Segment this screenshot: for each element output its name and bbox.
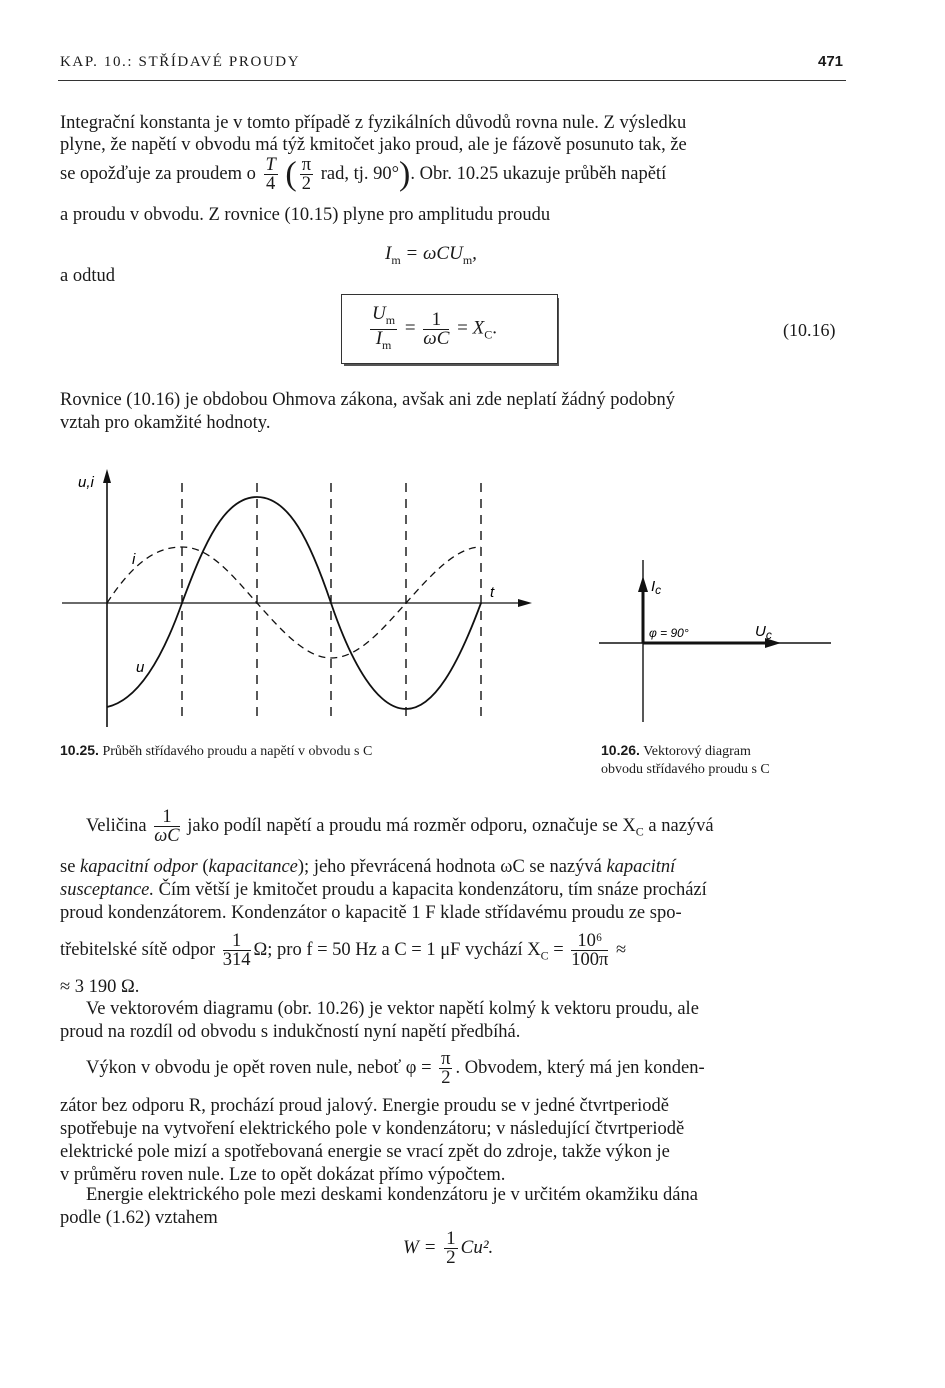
para6-line2: podle (1.62) vztahem bbox=[60, 1208, 218, 1228]
sub: C bbox=[635, 824, 644, 839]
text-segment: a nazývá bbox=[648, 815, 714, 836]
frac-num: π bbox=[301, 155, 312, 175]
text-segment: se bbox=[60, 857, 76, 877]
approx: ≈ bbox=[616, 939, 627, 960]
fraction-t-4 bbox=[264, 156, 278, 193]
para5-line2: zátor bez odporu R, prochází proud jalový. Energie proudu se v jedné čtvrtperiodě bbox=[60, 1096, 669, 1116]
ic: I bbox=[651, 578, 656, 595]
figure-10-25 bbox=[60, 465, 540, 735]
frac-num: π bbox=[441, 1049, 451, 1069]
para5-line4: elektrické pole mizí a spotřebovaná energie se vrací zpět do zdroje, takže výkon je bbox=[60, 1142, 670, 1162]
frac-num: 1 bbox=[423, 311, 449, 330]
i-label: i bbox=[132, 551, 136, 568]
equals: = bbox=[457, 317, 468, 339]
ic-vector-arrow bbox=[638, 576, 648, 592]
frac-den: 314 bbox=[222, 950, 251, 970]
caption-text: Průběh střídavého proudu a napětí v obvodu s C bbox=[102, 744, 373, 759]
equals: = bbox=[553, 939, 564, 960]
equals: = bbox=[404, 317, 416, 339]
equation-im bbox=[385, 243, 477, 268]
caption-number: 10.25. bbox=[60, 742, 99, 758]
equation-number: (10.16) bbox=[783, 320, 836, 340]
uc-sub: c bbox=[765, 628, 772, 642]
fraction-1-314 bbox=[223, 932, 251, 969]
figure-10-26 bbox=[595, 550, 835, 730]
page-number: 471 bbox=[818, 53, 844, 70]
fraction-1-omegac bbox=[423, 308, 450, 349]
uc-label bbox=[755, 623, 772, 642]
para3-line5 bbox=[60, 932, 850, 969]
caption-10-26 bbox=[601, 741, 770, 779]
paren-close: ) bbox=[399, 155, 411, 193]
frac-den bbox=[370, 327, 397, 354]
frac-den: 4 bbox=[266, 174, 276, 194]
im: I bbox=[375, 327, 383, 349]
u-label: u bbox=[136, 659, 145, 676]
frac-den: 100π bbox=[571, 950, 609, 970]
paren-open: ( bbox=[285, 155, 297, 193]
caption-10-25 bbox=[60, 741, 372, 761]
fraction-pi-2 bbox=[439, 1050, 452, 1087]
w-lhs: W = bbox=[403, 1236, 437, 1258]
eq-im: $I_m = \omega CU_m$, bbox=[385, 243, 477, 267]
frac-num bbox=[370, 305, 397, 330]
header-rule bbox=[58, 80, 846, 81]
text-segment: . Obvodem, který má jen konden- bbox=[455, 1057, 705, 1078]
fraction-1e6-100pi bbox=[571, 932, 608, 969]
para6-line1: Energie elektrického pole mezi deskami kondenzátoru je v určitém okamžiku dána bbox=[86, 1185, 698, 1205]
text-segment: . Obr. 10.25 ukazuje průběh napětí bbox=[410, 163, 667, 184]
equation-w bbox=[403, 1230, 493, 1267]
frac-den: 2 bbox=[301, 174, 312, 194]
y-axis-arrow bbox=[103, 469, 111, 483]
y-axis-label: u,i bbox=[78, 474, 94, 491]
xc-sub: C bbox=[484, 327, 493, 342]
para4-line1: Ve vektorovém diagramu (obr. 10.26) je vektor napětí kolmý k vektoru proudu, ale bbox=[86, 999, 699, 1019]
frac-num: 1 bbox=[223, 932, 251, 951]
frac-num: T bbox=[265, 155, 276, 175]
im-sub: m bbox=[382, 337, 392, 352]
ic-label bbox=[651, 578, 661, 597]
frac-den: 2 bbox=[446, 1247, 456, 1268]
w-rhs: Cu². bbox=[460, 1236, 494, 1258]
fraction-pi-2 bbox=[300, 156, 313, 193]
text-segment: Výkon v obvodu je opět roven nule, neboť φ = bbox=[86, 1057, 432, 1078]
text-segment: rad, tj. 90° bbox=[320, 163, 400, 184]
term-kapacitance: kapacitance bbox=[208, 857, 298, 877]
sub: C bbox=[540, 948, 549, 963]
fraction-um-im bbox=[370, 305, 397, 354]
frac-num: 10⁶ bbox=[571, 932, 608, 951]
ic-sub: c bbox=[655, 583, 662, 597]
para1-line3 bbox=[60, 156, 845, 193]
para3-line3 bbox=[60, 878, 845, 902]
equation-10-16 bbox=[367, 305, 497, 354]
para5-line3: spotřebuje na vytvoření elektrického pole v kondenzátoru; v následující čtvrtperiodě bbox=[60, 1119, 685, 1139]
para3-line1 bbox=[86, 808, 846, 845]
para2-line1: Rovnice (10.16) je obdobou Ohmova zákona, avšak ani zde neplatí žádný podobný bbox=[60, 390, 675, 410]
caption-text: obvodu střídavého proudu s C bbox=[601, 762, 770, 777]
caption-text: Vektorový diagram bbox=[643, 744, 751, 759]
fraction-1-2 bbox=[444, 1230, 458, 1267]
xc: X bbox=[472, 317, 485, 339]
text-segment: ); jeho převrácená hodnota ωC se nazývá bbox=[297, 857, 602, 877]
para4-line2: proud na rozdíl od obvodu s indukčností nyní napětí předbíhá. bbox=[60, 1022, 521, 1042]
running-header: KAP. 10.: STŘÍDAVÉ PROUDY bbox=[60, 54, 301, 70]
para1-line2: plyne, že napětí v obvodu má týž kmitočet jako proud, ale je fázově posunuto tak, že bbox=[60, 135, 687, 155]
text-segment: třebitelské sítě odpor bbox=[60, 939, 216, 960]
frac-num: 1 bbox=[154, 808, 179, 827]
caption-number: 10.26. bbox=[601, 742, 640, 758]
um-sub: m bbox=[385, 312, 396, 327]
fraction-1-omegac bbox=[154, 808, 179, 845]
text-segment: jako podíl napětí a proudu má rozměr odporu, označuje se X bbox=[187, 815, 636, 836]
text-segment: ( bbox=[202, 857, 209, 877]
text-segment: Veličina bbox=[86, 815, 147, 836]
dot: . bbox=[492, 317, 497, 339]
phi-label: φ = 90° bbox=[649, 626, 689, 640]
t-axis-arrow bbox=[518, 599, 532, 607]
text-segment: Čím větší je kmitočet proudu a kapacita kondenzátoru, tím snáze prochází bbox=[158, 880, 707, 900]
para2-line2: vztah pro okamžité hodnoty. bbox=[60, 413, 271, 433]
para5-line1 bbox=[86, 1050, 856, 1087]
para3-line4: proud kondenzátorem. Kondenzátor o kapacitě 1 F klade střídavému proudu ze spo- bbox=[60, 903, 682, 923]
um: U bbox=[372, 303, 386, 324]
term-kapacitni: kapacitní bbox=[606, 857, 676, 877]
t-label: t bbox=[490, 584, 495, 601]
para3-line2 bbox=[60, 855, 845, 879]
frac-den: ωC bbox=[154, 826, 180, 846]
text-segment: Ω; pro f = 50 Hz a C = 1 μF vychází X bbox=[253, 939, 541, 960]
text-segment: se opožďuje za proudem o bbox=[60, 163, 256, 184]
para1-line1: Integrační konstanta je v tomto případě z fyzikálních důvodů rovna nule. Z výsledku bbox=[60, 113, 687, 133]
frac-den: 2 bbox=[441, 1068, 451, 1088]
para1-line4: a proudu v obvodu. Z rovnice (10.15) plyne pro amplitudu proudu bbox=[60, 205, 551, 225]
uc: U bbox=[755, 623, 766, 640]
term-susceptance: susceptance. bbox=[60, 880, 155, 900]
term-kapacitni-odpor: kapacitní odpor bbox=[80, 857, 198, 877]
a-odtud: a odtud bbox=[60, 266, 115, 286]
frac-num: 1 bbox=[446, 1228, 456, 1249]
para5-line5: v průměru roven nule. Lze to opět dokázat přímo výpočtem. bbox=[60, 1165, 506, 1185]
frac-den: ωC bbox=[423, 327, 450, 349]
para3-line6: ≈ 3 190 Ω. bbox=[60, 977, 140, 997]
